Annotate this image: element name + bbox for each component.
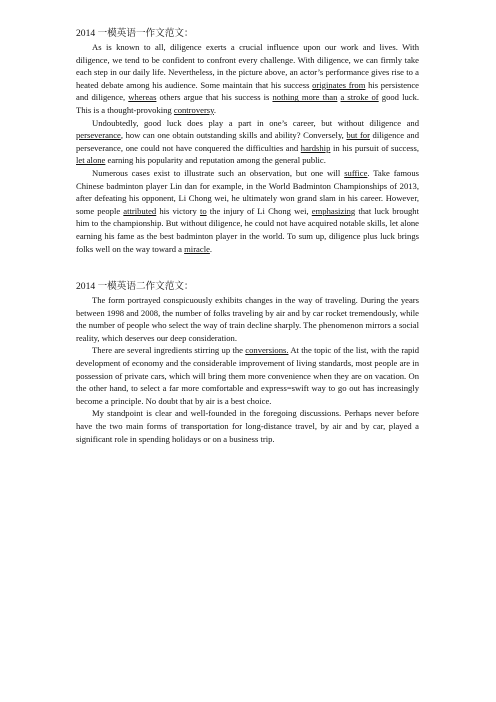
text-run: , how can one obtain outstanding skills and ability? Conversely,: [120, 130, 347, 141]
text-run: the injury of Li Chong wei,: [206, 205, 312, 216]
text-run: diligence and perseverance, one could not have conquered the difficulties and: [76, 130, 419, 153]
text-run: As is known to all, diligence exerts a crucial influence upon our work and lives. With diligence, we tend to be confident to confront every challenge. With diligence, we can firmly take each step in our daily life. Nevertheless, in the picture above, an actor’s performance gives rise to a heated debate among his audience. Some maintain that his success: [76, 42, 419, 90]
underlined-phrase: whereas: [128, 92, 157, 103]
text-run: others argue that his success is: [156, 92, 273, 103]
essay-1-paragraph-3: [76, 167, 419, 255]
text-run: There are several ingredients stirring up the: [92, 345, 246, 356]
text-run: Numerous cases exist to illustrate such an observation, but one will: [92, 167, 345, 178]
underlined-phrase: miracle: [184, 243, 210, 254]
essay-1-paragraph-1: [76, 41, 419, 117]
text-run: My standpoint is clear and well-founded in the foregoing discussions. Perhaps never before have the two main forms of transportation for long-distance travel, by air and by car, played a significant role in spending holidays or on a business trip.: [76, 408, 419, 444]
text-run: earning his popularity and reputation among the general public.: [105, 155, 326, 166]
text-run: that luck brought him to the championship. But without diligence, he could not have acquired notable skills, let alone earning his fame as the best badminton player in the world. To sum up, diligence plus luck brings folks well on the way toward a: [76, 205, 419, 254]
section-gap: [76, 255, 419, 280]
underlined-phrase: a stroke of: [340, 92, 379, 103]
underlined-phrase: originates from: [312, 79, 366, 90]
document-page: [76, 27, 419, 445]
underlined-phrase: but for: [346, 130, 370, 141]
underlined-phrase: hardship: [300, 142, 331, 153]
text-run: good luck. This is a thought-provoking: [76, 92, 420, 115]
underlined-phrase: conversions.: [245, 345, 289, 356]
essay-2: [76, 280, 419, 445]
text-run: in his pursuit of success,: [330, 142, 419, 153]
text-run: his victory: [156, 205, 200, 216]
essay-1: [76, 27, 419, 255]
text-run: . Take famous Chinese badminton player Lin dan for example, in the World Badminton Championships of 2013, after defeating his opponent, Li Chong wei, he ultimately won grand slam in his career. However, some people: [76, 167, 419, 216]
underlined-phrase: let alone: [76, 155, 106, 166]
essay-2-paragraph-3: [76, 407, 419, 445]
text-run: .: [213, 104, 217, 115]
underlined-phrase: controversy: [173, 104, 214, 115]
essay-1-paragraph-2: [76, 117, 419, 167]
underlined-phrase: emphasizing: [311, 205, 356, 216]
essay-2-title: 2014 一模英语二作文范文：: [76, 281, 194, 293]
essay-2-paragraph-2: [76, 344, 419, 407]
text-run: Undoubtedly, good luck does play a part in one’s career, but without diligence and: [92, 117, 419, 128]
underlined-phrase: suffice: [344, 167, 368, 178]
underlined-phrase: attributed: [123, 205, 157, 216]
text-run: At the topic of the list, with the rapid development of economy and the considerable improvement of living standards, most people are in possession of private cars, which will bring them more convenience when they are on vacation. On the other hand, to select a far more comfortable and express=swift way to go out has increasingly become a principle. No doubt that by air is a best choice.: [76, 345, 419, 406]
underlined-phrase: nothing more than: [272, 92, 338, 103]
essay-2-paragraph-1: [76, 294, 419, 344]
underlined-phrase: to: [199, 205, 207, 216]
underlined-phrase: perseverance: [76, 130, 121, 141]
essay-1-title: 2014 一模英语一作文范文：: [76, 28, 194, 39]
text-run: .: [209, 243, 213, 254]
text-run: his persistence and diligence,: [76, 79, 419, 103]
text-run: The form portrayed conspicuously exhibits changes in the way of traveling. During the years between 1998 and 2008, the number of folks traveling by air and by car rocket tremendously, while the number of people who select the way of train decline sharply. The phenomenon mirrors a social reality, which deserves our deep consideration.: [76, 295, 419, 343]
